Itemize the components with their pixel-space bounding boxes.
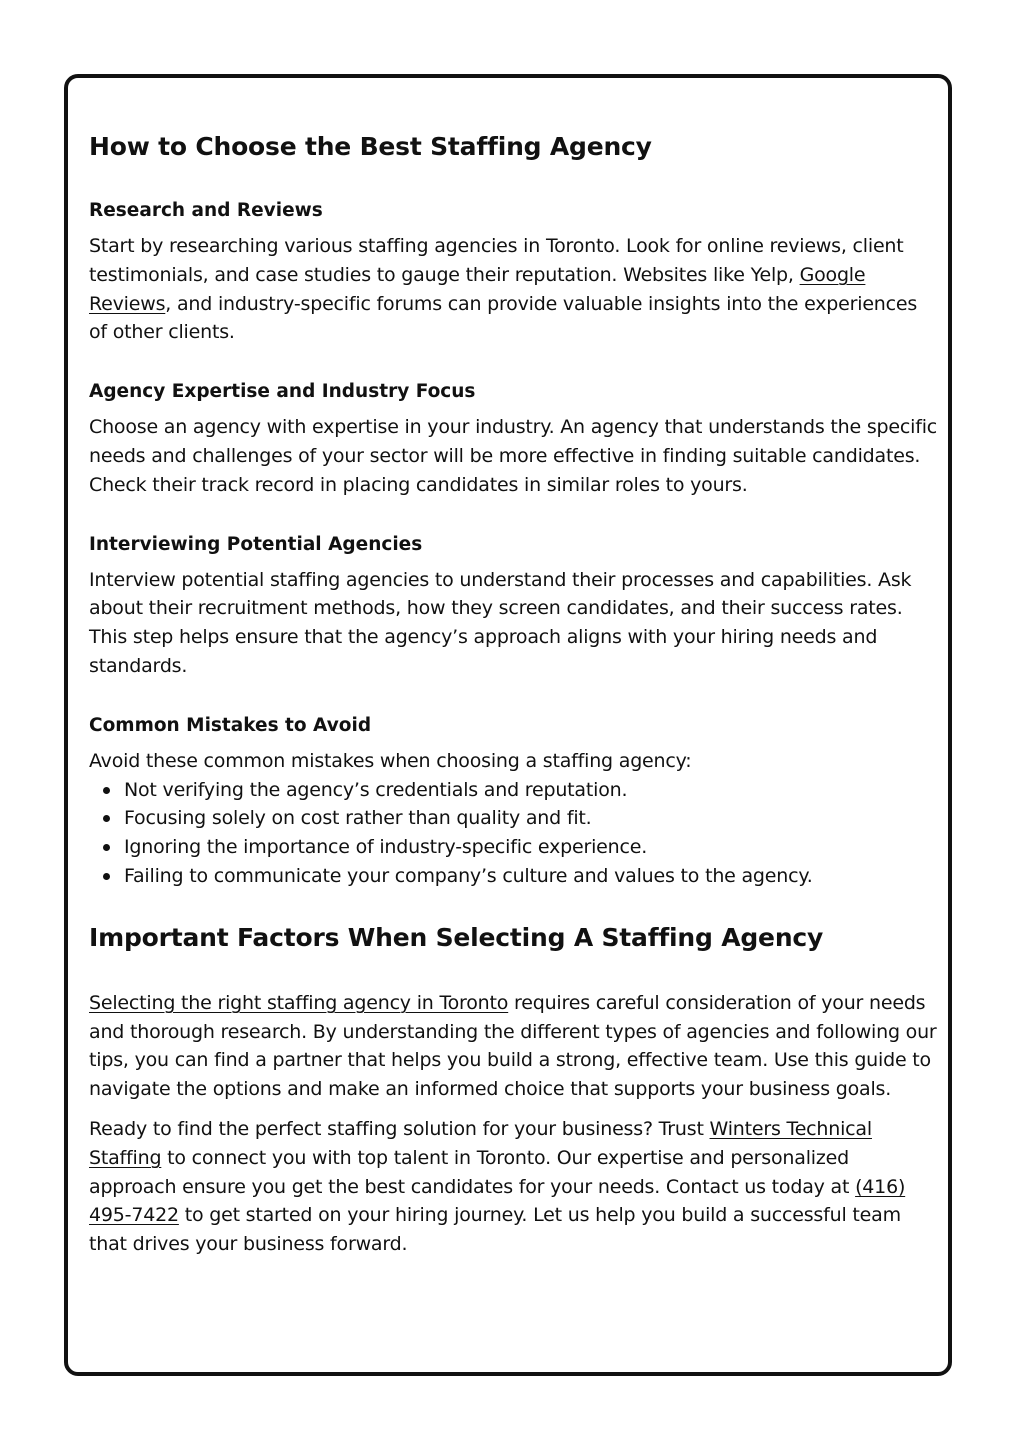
section-heading: Interviewing Potential Agencies — [89, 533, 423, 555]
section-text — [89, 232, 939, 347]
section-text: Choose an agency with expertise in your industry. An agency that understands the specific needs and challenges of your sector will be more effective in finding suitable candidates. Check their track record in placing candidates in similar roles to yours. — [89, 416, 938, 496]
factors-paragraph-2 — [89, 1115, 939, 1259]
factors-paragraph-1 — [89, 989, 939, 1104]
list-item — [124, 776, 939, 805]
list-item-text: Ignoring the importance of industry-specific experience. — [124, 836, 648, 859]
list-item — [124, 833, 939, 862]
text-span: , and industry-specific forums can provide valuable insights into the experiences of other clients. — [89, 292, 918, 344]
bullet-icon — [103, 873, 110, 880]
page-title: How to Choose the Best Staffing Agency — [89, 132, 652, 161]
factors-title: Important Factors When Selecting A Staffing Agency — [89, 922, 824, 952]
selecting-agency-link[interactable]: Selecting the right staffing agency in Toronto — [89, 991, 509, 1014]
bullet-icon — [103, 815, 110, 822]
winters-technical-staffing-link[interactable]: Winters Technical Staffing — [89, 1117, 872, 1169]
section-text: Interview potential staffing agencies to understand their processes and capabilities. Ask about their recruitment methods, how they screen candidates, and their success rates. This step helps ensure that the agency’s approach aligns with your hiring needs and standards. — [89, 568, 912, 677]
section-research-reviews — [89, 199, 939, 347]
text-span: Ready to find the perfect staffing solution for your business? Trust — [89, 1117, 710, 1140]
list-item-text: Focusing solely on cost rather than quality and fit. — [124, 807, 592, 830]
list-item — [124, 804, 939, 833]
section-interviewing — [89, 533, 939, 681]
bullet-icon — [103, 787, 110, 794]
article-content — [89, 128, 939, 1259]
text-span: to get started on your hiring journey. Let us help you build a successful team that drives your business forward. — [89, 1204, 901, 1256]
section-common-mistakes — [89, 714, 939, 891]
phone-link[interactable]: (416) 495-7422 — [89, 1175, 906, 1227]
google-reviews-link[interactable]: Google Reviews — [89, 263, 866, 315]
text-span: to connect you with top talent in Toronto. Our expertise and personalized approach ensure you get the best candidates for your needs. Contact us today at — [89, 1146, 856, 1198]
section-heading: Research and Reviews — [89, 200, 323, 221]
section-heading: Common Mistakes to Avoid — [89, 714, 372, 736]
mistakes-list — [89, 776, 939, 891]
section-heading: Agency Expertise and Industry Focus — [89, 381, 476, 403]
list-item-text: Not verifying the agency’s credentials and reputation. — [124, 778, 628, 801]
bullet-icon — [103, 844, 110, 851]
section-agency-expertise — [89, 380, 939, 499]
text-span: Start by researching various staffing agencies in Toronto. Look for online reviews, client testimonials, and case studies to gauge their reputation. Websites like Yelp, — [89, 235, 904, 286]
list-item — [124, 862, 939, 891]
text-span: requires careful consideration of your needs and thorough research. By understanding the different types of agencies and following our tips, you can find a partner that helps you build a strong, effective team. Use this guide to navigate the options and make an informed choice that supports your business goals. — [89, 991, 937, 1101]
section-intro: Avoid these common mistakes when choosing a staffing agency: — [89, 749, 692, 772]
list-item-text: Failing to communicate your company’s culture and values to the agency. — [124, 864, 813, 887]
